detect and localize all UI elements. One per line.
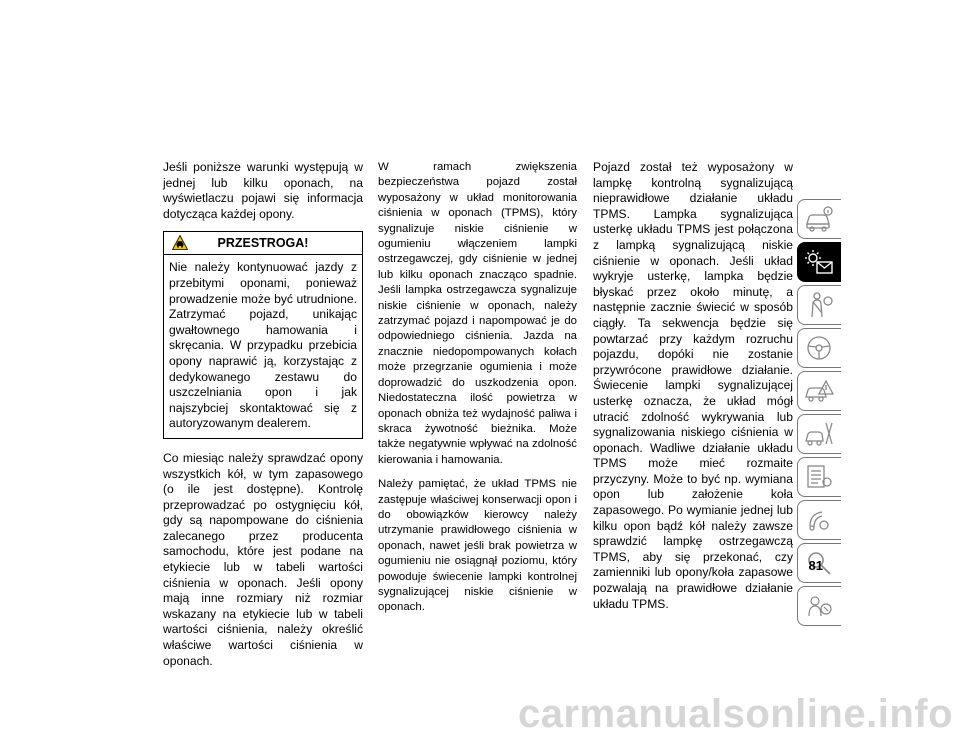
column-2 [378,160,577,625]
warning-triangle-car-icon [172,235,188,250]
language-index-icon [804,592,834,620]
steering-wheel-icon [804,334,834,362]
tab-language-index[interactable] [797,586,841,626]
tab-driving[interactable] [797,328,841,368]
car-hazard-icon [804,377,834,405]
warning-header [164,232,362,255]
column-1 [163,160,363,678]
tab-specifications[interactable] [797,457,841,497]
watermark: carmanualsonline.info [517,692,953,736]
tab-warning-lights[interactable] [797,242,841,282]
specifications-list-icon [804,463,834,491]
warning-lights-icon [804,248,834,276]
column-3 [593,160,793,621]
warning-text: Nie należy kontynuować jazdy z przebitymi oponami, ponieważ prowadzenie może być utrudnione. Zatrzymać pojazd, unikając gwałtownego hamowania i skręcania. W przypadku przebicia opony naprawić ją, korzystając z dedykowanego zestawu do uszczelniania opon i jak najszybciej skontaktować się z autoryzowanym dealerem. [169,260,357,431]
car-service-tools-icon [804,420,834,448]
car-info-icon [804,205,834,233]
tpms-maintenance-paragraph: Należy pamiętać, że układ TPMS nie zastępuje właściwej konserwacji opon i do obowiązków kierowcy należy utrzymanie prawidłowego ciśnienia w oponach, nawet jeśli brak powietrza w ogumieniu nie osiągnął poziomu, który powoduje świecenie lampki kontrolnej sygnalizującej niskie ciśnienie w oponach. [378,478,577,614]
tab-service[interactable] [797,414,841,454]
seatbelt-airbag-icon [804,291,834,319]
warning-box [163,231,363,439]
tab-safety[interactable] [797,285,841,325]
tab-multimedia[interactable] [797,500,841,540]
tpms-intro-paragraph: W ramach zwiększenia bezpieczeństwa pojazd został wyposażony w układ monitorowania ciśnienia w oponach (TPMS), który sygnalizuje niskie ciśnienie w ogumieniu włączeniem lampki ostrzegawczej, gdy ciśnienie w jednej lub kilku oponach znacząco spadnie. Jeśli lampka ostrzegawcza sygnalizuje niskie ciśnienie w oponach, należy zatrzymać pojazd i napompować je do odpowiedniego ciśnienia. Jazda na znacznie niedopompowanych kołach może przegrzanie ogumienia i może doprowadzić do uszkodzenia opon. Niedostateczna ilość powietrza w oponach obniża też wydajność paliwa i skraca żywotność bieżnika. Może także negatywnie wpływać na zdolność kierowania i hamowania. [378,161,577,466]
intro-paragraph: Jeśli poniższe warunki występują w jednej lub kilku oponach, na wyświetlaczu pojawi się informacja dotycząca każdej opony. [163,160,363,221]
monthly-check-paragraph: Co miesiąc należy sprawdzać opony wszystkich kół, w tym zapasowego (o ile jest dostępne). Kontrolę przeprowadzać po ostygnięciu kół, gdy są napompowane do ciśnienia zalecanego przez producenta samochodu, które jest podane na etykiecie lub w tabeli wartości ciśnienia w oponach. Jeśli opony mają inne rozmiary niż rozmiar wskazany na etykiecie lub w tabeli wartości ciśnienia, należy określić właściwe wartości ciśnienia w oponach. [163,450,363,668]
warning-title: PRZESTROGA! [217,236,309,251]
multimedia-icon [804,506,834,534]
tab-emergency[interactable] [797,371,841,411]
page-number: 81 [808,558,823,573]
tab-car-info[interactable] [797,199,841,239]
tpms-malfunction-paragraph: Pojazd został też wyposażony w lampkę kontrolną sygnalizującą nieprawidłowe działanie układu TPMS. Lampka sygnalizująca usterkę układu TPMS jest połączona z lampką sygnalizującą niskie ciśnienie w oponach. Jeśli układ wykryje usterkę, lampka będzie błyskać przez około minutę, a następnie zacznie świecić w sposób ciągły. Ta sekwencja będzie się powtarzać przy każdym rozruchu pojazdu, dopóki nie zostanie przywrócone prawidłowe działanie. Świecenie lampki sygnalizującej usterkę oznacza, że układ mógł utracić zdolność wykrywania lub sygnalizowania niskiego ciśnienia w oponach. Wadliwe działanie układu TPMS może mieć rozmaite przyczyny. Może to być np. wymiana opon lub założenie koła zapasowego. Po wymianie jednej lub kilku opon bądź kół należy zawsze sprawdzić lampkę ostrzegawczą TPMS, aby się przekonać, czy zamienniki lub opony/koła zapasowe pozwalają na prawidłowe działanie układu TPMS. [593,160,793,611]
